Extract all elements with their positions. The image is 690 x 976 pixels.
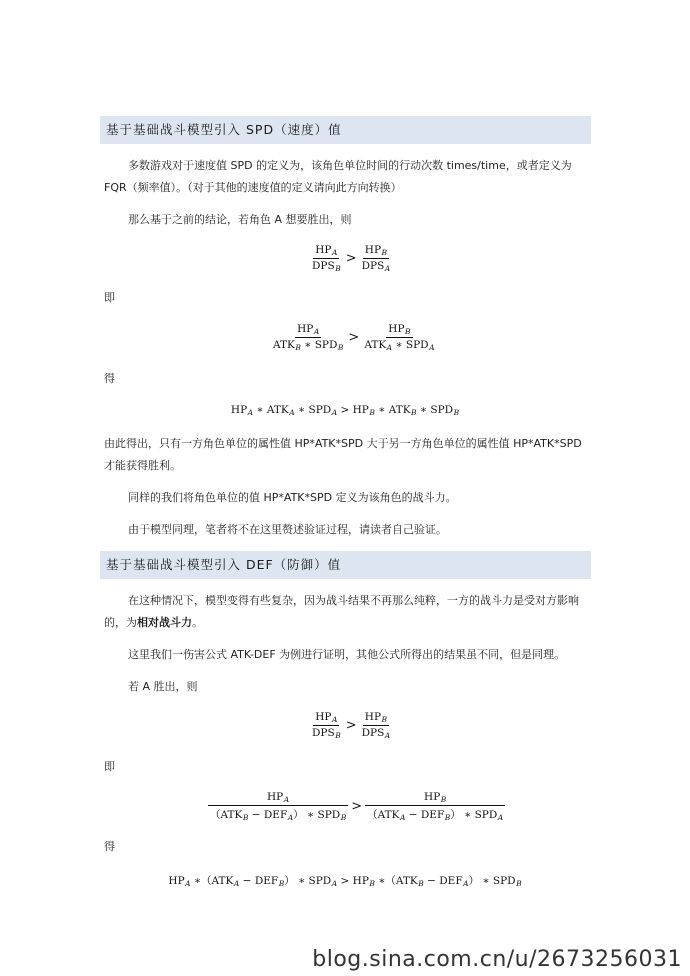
inequality-hp-over-dps: $\frac{HP_A}{DPS_B}$ > $\frac{HP_B}{DPS_A}$ [312,244,391,273]
inequality-product-spd: $HP_A$ ∗ $ATK_A$ ∗ $SPD_A > HP_B$ ∗ $ATK_B$ ∗ $SPD_B$ [230,404,460,417]
paragraph-condition: 那么基于之前的结论，若角色 A 想要胜出，则 [128,213,352,226]
fraction-right: $\frac{HP_B}{ATK_A ∗ SPD_A}$ [364,323,435,352]
label-ji-2: 即 [104,760,115,773]
section-heading-def: 基于基础战斗模型引入 DEF（防御）值 [100,551,591,579]
label-ji-1: 即 [104,291,115,304]
fraction-left: $\frac{HP_A}{ATK_B ∗ SPD_B}$ [273,323,344,352]
paragraph-conclusion: 由此得出，只有一方角色单位的属性值 HP*ATK*SPD 大于另一方角色单位的属性值 HP*ATK*SPD 才能获得胜利。 [104,437,582,472]
inequality-hp-over-atk-def: $\frac{HP_A}{(ATK_B - DEF_A) ∗ SPD_B}$ > $\frac{HP_B}{(ATK_A - DEF_B) ∗ SPD_A}$ [210,791,504,822]
paragraph-damage-formula: 这里我们一伤害公式 ATK-DEF 为例进行证明，其他公式所得出的结果虽不同，但是同理。 [128,648,566,661]
bold-term: 相对战斗力 [137,616,192,629]
section-heading-spd: 基于基础战斗模型引入 SPD（速度）值 [100,116,591,144]
paragraph-def-intro: 在这种情况下，模型变得有些复杂，因为战斗结果不再那么纯粹，一方的战斗力是受对方影响的，为相对战斗力。 [104,594,579,629]
inequality-product-def: $HP_A$ $∗(ATK_A - DEF_B)$ ∗ $SPD_A > HP_B$ $∗(ATK_B - DEF_A)$ ∗ $SPD_B$ [168,875,522,888]
inequality-hp-over-dps-2: $\frac{HP_A}{DPS_B}$ > $\frac{HP_B}{DPS_A}$ [312,711,391,740]
fraction-right: $\frac{HP_B}{DPS_A}$ [361,244,391,273]
paragraph-verification: 由于模型同理，笔者将不在这里赘述验证过程，请读者自己验证。 [128,523,447,536]
fraction-right: $\frac{HP_B}{DPS_A}$ [361,711,391,740]
inequality-hp-over-atk-spd: $\frac{HP_A}{ATK_B ∗ SPD_B}$ > $\frac{HP_B}{ATK_A ∗ SPD_A}$ [273,323,435,352]
fraction-left: $\frac{HP_A}{DPS_B}$ [312,244,341,273]
fraction-left: $\frac{HP_A}{DPS_B}$ [312,711,341,740]
fraction-right: $\frac{HP_B}{(ATK_A - DEF_B) ∗ SPD_A}$ [367,791,504,822]
label-de-2: 得 [104,840,115,853]
paragraph-a-wins: 若 A 胜出，则 [128,680,198,693]
paragraph-combat-power: 同样的我们将角色单位的值 HP*ATK*SPD 定义为该角色的战斗力。 [128,491,457,504]
fraction-left: $\frac{HP_A}{(ATK_B - DEF_A) ∗ SPD_B}$ [210,791,347,822]
watermark-url: blog.sina.com.cn/u/2673256031 [312,947,682,972]
paragraph-spd-definition: 多数游戏对于速度值 SPD 的定义为，该角色单位时间的行动次数 times/time，或者定义为 FQR（频率值）。（对于其他的速度值的定义请向此方向转换） [104,159,572,194]
label-de-1: 得 [104,372,115,385]
